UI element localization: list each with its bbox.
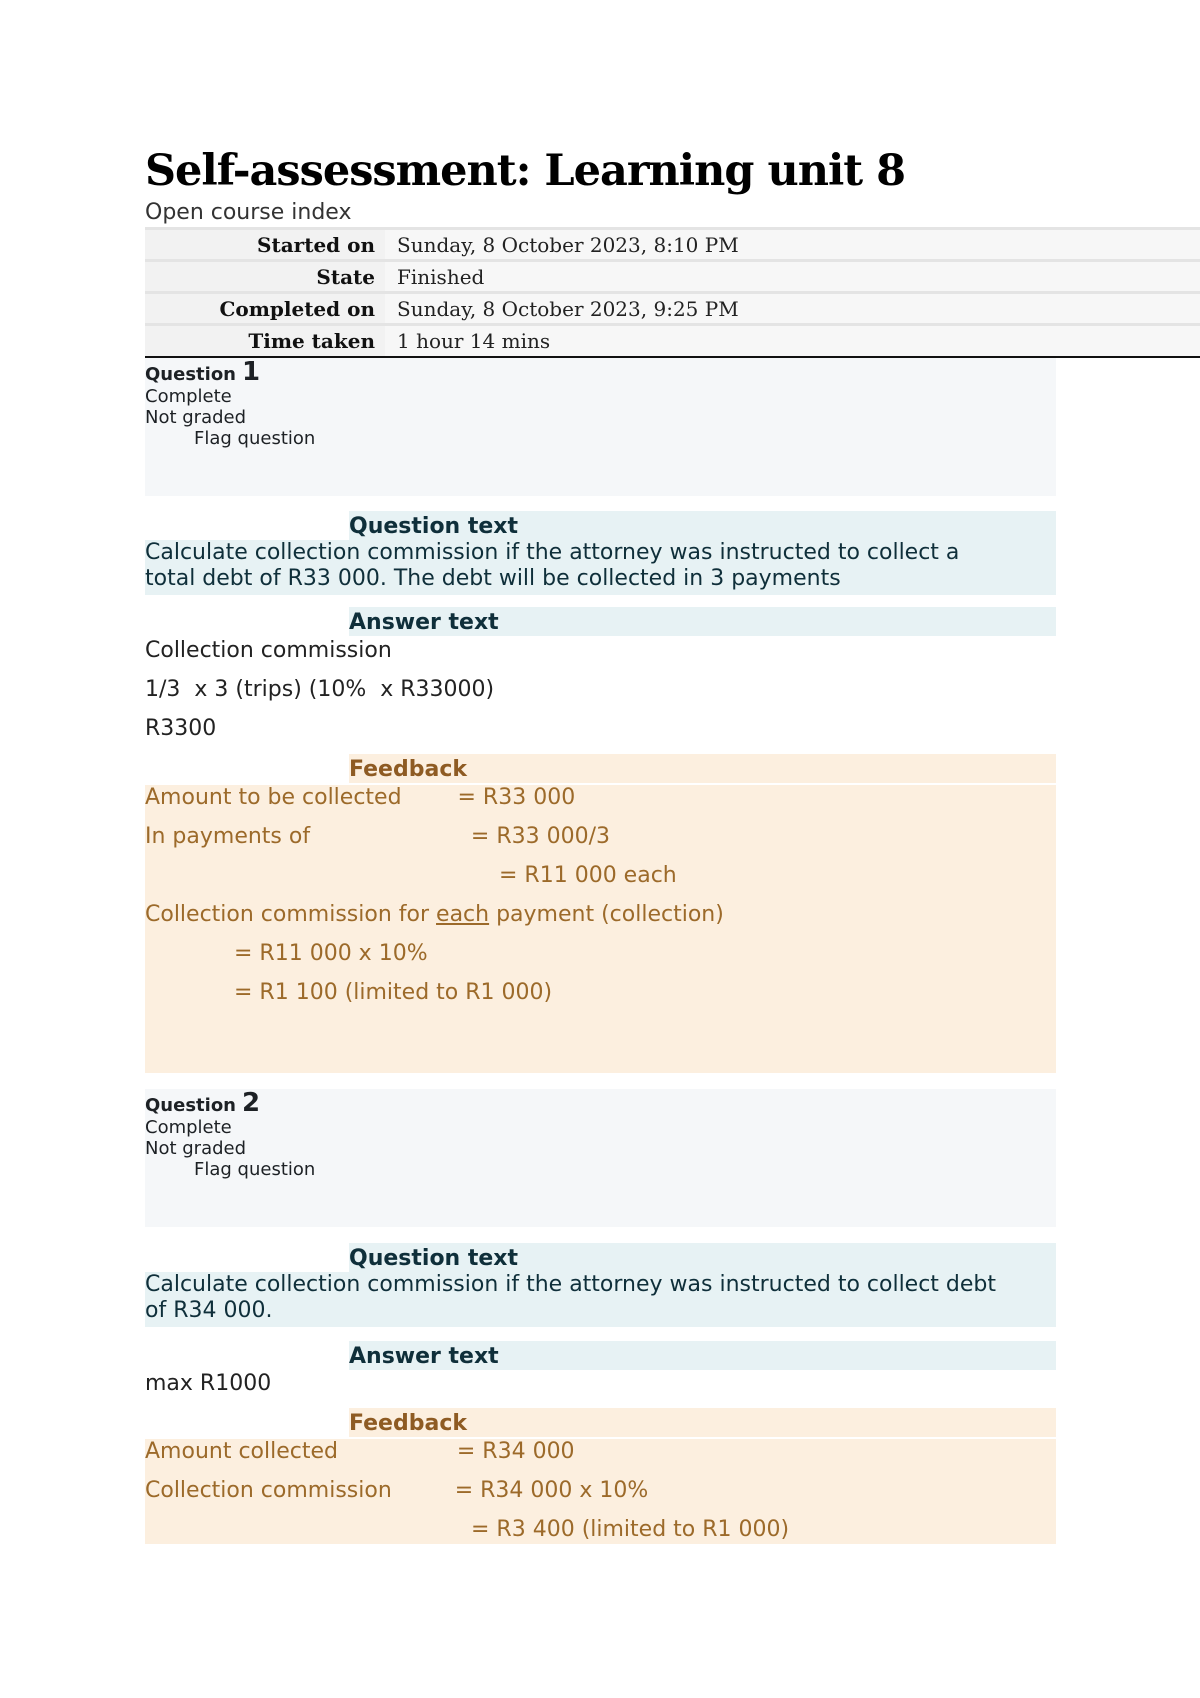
page-title: Self-assessment: Learning unit 8 <box>145 146 906 196</box>
question-number <box>145 1089 1056 1117</box>
feedback-heading: Feedback <box>349 1408 1056 1437</box>
question-grade: Not graded <box>145 1138 247 1159</box>
answer-line: R3300 <box>145 716 217 741</box>
question-number <box>145 358 1056 386</box>
answer-line: 1/3 x 3 (trips) (10% x R33000) <box>145 677 495 702</box>
question-2-text <box>145 1272 1056 1327</box>
question-text-heading: Question text <box>349 511 1056 540</box>
feedback-line: = R1 100 (limited to R1 000) <box>234 980 553 1005</box>
question-text-line: Calculate collection commission if the attorney was instructed to collect a <box>145 540 960 565</box>
question-grade: Not graded <box>145 407 247 428</box>
summary-row-completed <box>145 293 1200 325</box>
question-text-line: of R34 000. <box>145 1298 273 1323</box>
summary-row-time-taken <box>145 325 1200 357</box>
feedback-line: Amount collected = R34 000 <box>145 1439 575 1464</box>
feedback-line: = R11 000 each <box>499 863 677 888</box>
feedback-line: In payments of = R33 000/3 <box>145 824 611 849</box>
question-number-value: 2 <box>242 1088 261 1118</box>
feedback-emphasis: each <box>436 902 490 927</box>
feedback-line: = R11 000 x 10% <box>234 941 428 966</box>
question-state: Complete <box>145 1117 232 1138</box>
question-number-value: 1 <box>242 357 261 387</box>
summary-label: Time taken <box>145 325 385 357</box>
flag-question-button[interactable]: Flag question <box>194 1159 316 1180</box>
question-label: Question <box>145 364 236 385</box>
attempt-summary-table <box>145 227 1200 358</box>
question-text-line: Calculate collection commission if the attorney was instructed to collect debt <box>145 1272 997 1297</box>
flag-question-button[interactable]: Flag question <box>194 428 316 449</box>
feedback-line <box>145 902 724 927</box>
summary-row-state <box>145 261 1200 293</box>
summary-label: Started on <box>145 229 385 261</box>
feedback-heading: Feedback <box>349 754 1056 783</box>
feedback-text: payment (collection) <box>489 902 724 927</box>
summary-value: Sunday, 8 October 2023, 8:10 PM <box>385 229 1200 261</box>
question-text-line: total debt of R33 000. The debt will be collected in 3 payments <box>145 566 841 591</box>
feedback-line: Amount to be collected = R33 000 <box>145 785 576 810</box>
answer-line: max R1000 <box>145 1371 272 1396</box>
feedback-line: Collection commission = R34 000 x 10% <box>145 1478 649 1503</box>
summary-label: Completed on <box>145 293 385 325</box>
summary-label: State <box>145 261 385 293</box>
question-label: Question <box>145 1095 236 1116</box>
question-text-heading: Question text <box>349 1243 1056 1272</box>
question-1-text <box>145 540 1056 595</box>
question-2-info <box>145 1089 1056 1227</box>
question-state: Complete <box>145 386 232 407</box>
summary-value: Sunday, 8 October 2023, 9:25 PM <box>385 293 1200 325</box>
answer-text-heading: Answer text <box>349 607 1056 636</box>
open-course-index-link[interactable]: Open course index <box>145 200 352 225</box>
feedback-text: Collection commission for <box>145 902 437 927</box>
feedback-line: = R3 400 (limited to R1 000) <box>471 1517 790 1542</box>
answer-line: Collection commission <box>145 638 392 663</box>
answer-text-heading: Answer text <box>349 1341 1056 1370</box>
summary-row-started <box>145 229 1200 261</box>
summary-value: 1 hour 14 mins <box>385 325 1200 357</box>
summary-value: Finished <box>385 261 1200 293</box>
question-1-info <box>145 358 1056 496</box>
